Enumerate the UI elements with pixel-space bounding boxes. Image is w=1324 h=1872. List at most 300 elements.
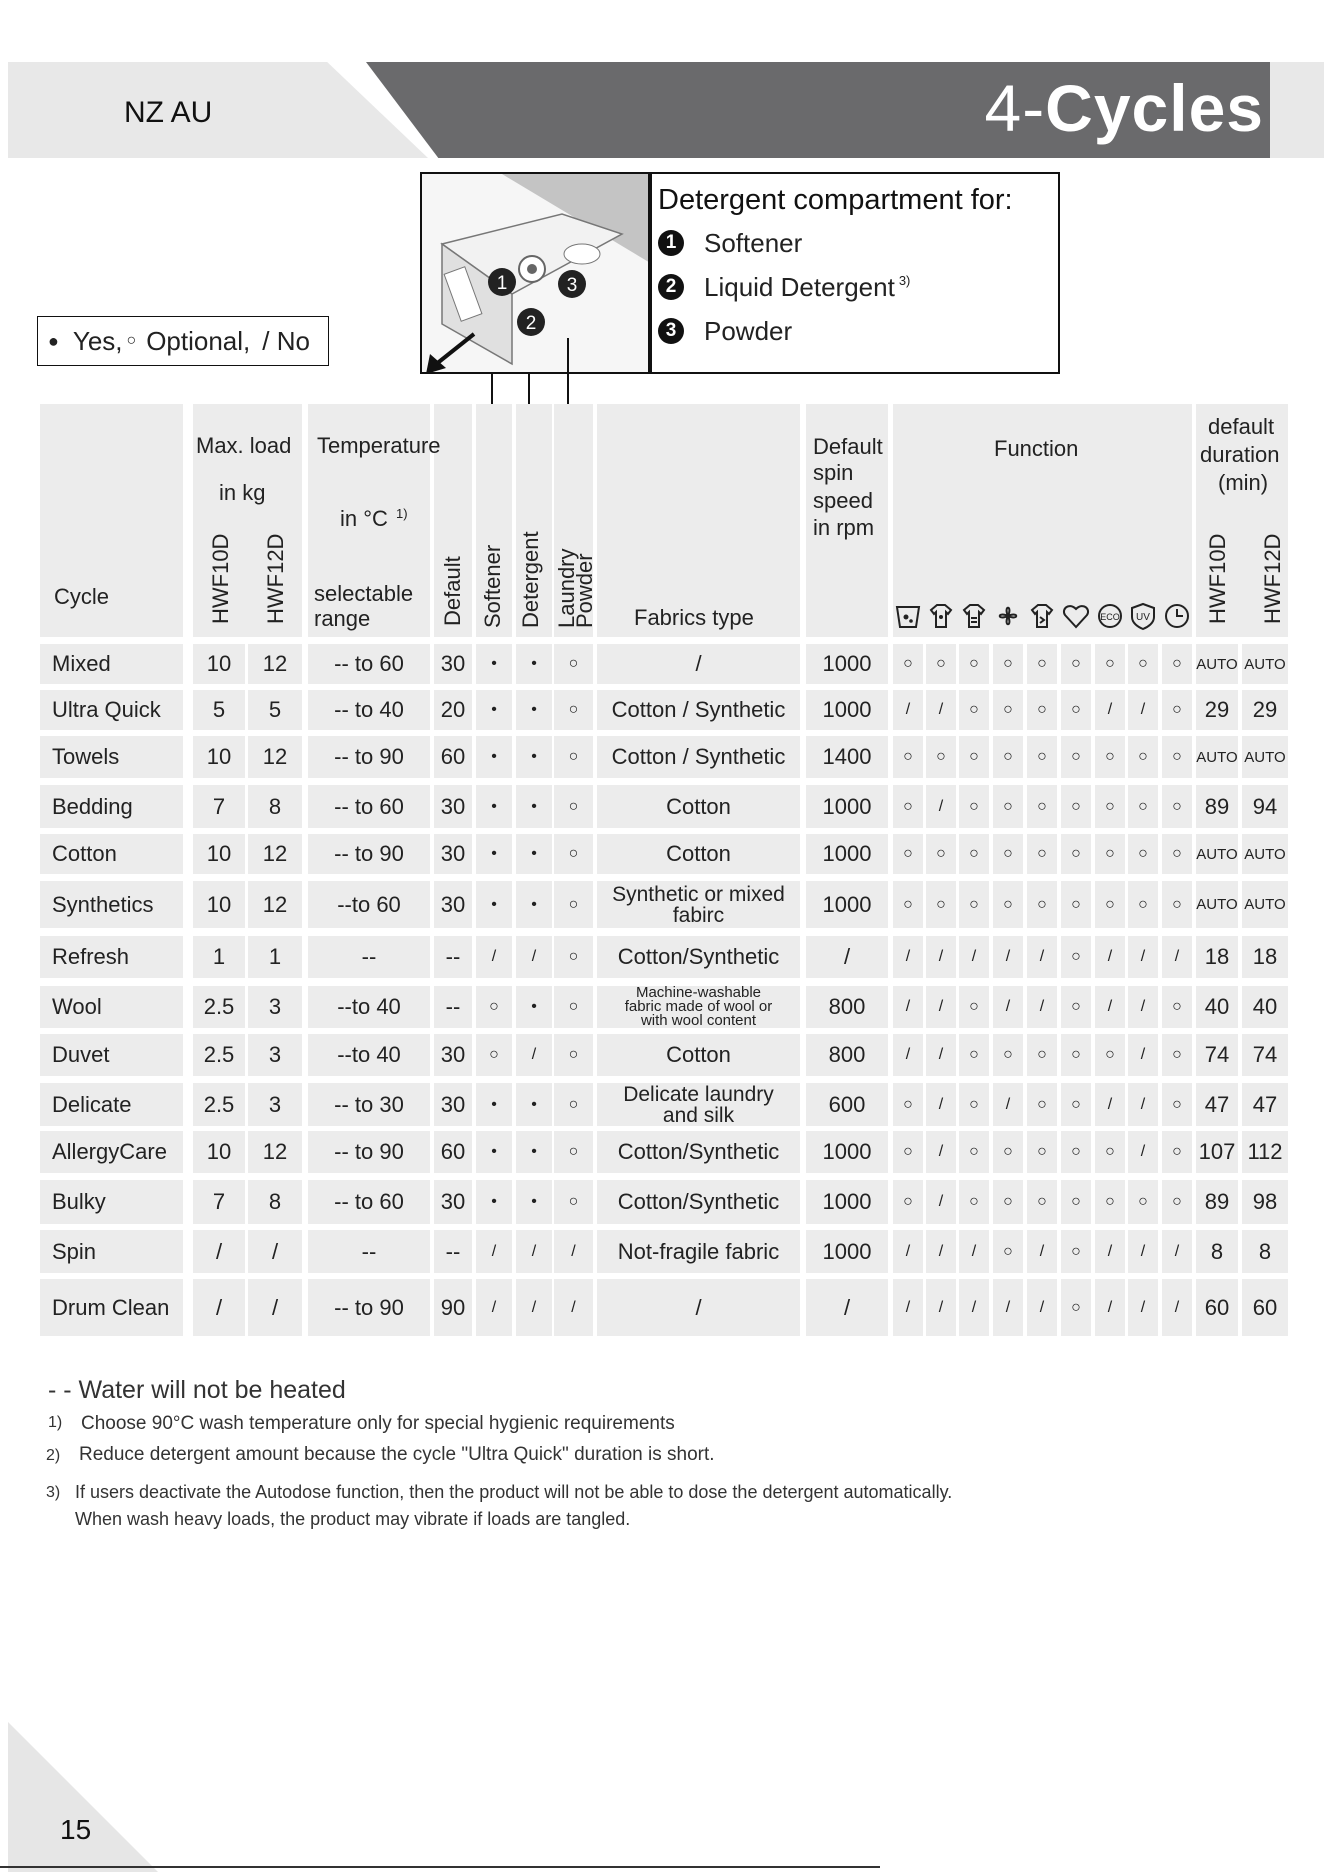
fabric-cell: Cotton / Synthetic bbox=[597, 736, 800, 778]
in-c-header: in °C bbox=[340, 506, 388, 531]
water-note: - - Water will not be heated bbox=[48, 1376, 346, 1404]
spin-header-2: spin bbox=[813, 460, 854, 485]
fabric-cell: Cotton/Synthetic bbox=[597, 1131, 800, 1173]
spin-speed-cell: 1000 bbox=[806, 881, 888, 928]
max-load-b-cell: 5 bbox=[248, 690, 302, 730]
cycle-name-cell: Mixed bbox=[40, 644, 183, 684]
duration-model-b: HWF12D bbox=[1260, 533, 1285, 624]
fabric-cell: Cotton bbox=[597, 1034, 800, 1076]
function-cell: ○ bbox=[893, 834, 923, 874]
svg-text:1: 1 bbox=[496, 273, 508, 294]
function-cell: ○ bbox=[1027, 834, 1057, 874]
function-cell: ○ bbox=[1061, 690, 1091, 730]
function-cell: / bbox=[1128, 690, 1158, 730]
function-cell: / bbox=[1128, 936, 1158, 978]
temp-default-cell: 30 bbox=[434, 644, 472, 684]
max-load-a-cell: 2.5 bbox=[193, 1034, 245, 1076]
function-cell: / bbox=[1095, 986, 1125, 1028]
number-badge: 3 bbox=[658, 318, 684, 344]
softener-cell: • bbox=[476, 644, 512, 684]
function-cell: ○ bbox=[1095, 881, 1125, 928]
spin-speed-cell: 800 bbox=[806, 986, 888, 1028]
max-load-a-cell: 1 bbox=[193, 936, 245, 978]
duration-a-cell: 18 bbox=[1196, 936, 1238, 978]
function-cell: ○ bbox=[1128, 881, 1158, 928]
temp-default-cell: 30 bbox=[434, 1180, 472, 1224]
fabric-cell: Cotton bbox=[597, 785, 800, 828]
max-load-b-cell: 12 bbox=[248, 834, 302, 874]
function-cell: ○ bbox=[1061, 736, 1091, 778]
cycle-name-cell: Bulky bbox=[40, 1180, 183, 1224]
duration-b-cell: 60 bbox=[1242, 1279, 1288, 1336]
function-cell: ○ bbox=[1128, 834, 1158, 874]
function-cell: / bbox=[959, 1279, 989, 1336]
function-cell: / bbox=[993, 986, 1023, 1028]
function-cell: ○ bbox=[893, 1131, 923, 1173]
function-cell: / bbox=[893, 1279, 923, 1336]
spin-speed-cell: / bbox=[806, 1279, 888, 1336]
function-cell: ○ bbox=[893, 785, 923, 828]
duration-a-cell: AUTO bbox=[1196, 736, 1238, 778]
detergent-cell: / bbox=[516, 1230, 552, 1273]
duration-a-cell: 74 bbox=[1196, 1034, 1238, 1076]
function-cell: ○ bbox=[1027, 644, 1057, 684]
max-load-b-cell: 8 bbox=[248, 1180, 302, 1224]
function-cell: ○ bbox=[1027, 1083, 1057, 1126]
duration-b-cell: 8 bbox=[1242, 1230, 1288, 1273]
powder-cell: ○ bbox=[554, 1083, 593, 1126]
duration-b-cell: 47 bbox=[1242, 1083, 1288, 1126]
laundry-header: Laundry bbox=[554, 548, 579, 628]
function-cell: ○ bbox=[893, 644, 923, 684]
max-load-b-cell: 3 bbox=[248, 1034, 302, 1076]
function-cell: ○ bbox=[1162, 1083, 1192, 1126]
max-load-a-cell: 2.5 bbox=[193, 1083, 245, 1126]
compartment-title: Detergent compartment for: bbox=[658, 184, 1013, 216]
function-cell: ○ bbox=[959, 644, 989, 684]
section-word: Cycles bbox=[1045, 71, 1264, 145]
function-cell: ○ bbox=[959, 1034, 989, 1076]
duration-a-cell: 29 bbox=[1196, 690, 1238, 730]
max-load-a-cell: 5 bbox=[193, 690, 245, 730]
function-cell: ○ bbox=[893, 736, 923, 778]
function-cell: / bbox=[926, 1230, 956, 1273]
function-cell: ○ bbox=[993, 785, 1023, 828]
duration-b-cell: AUTO bbox=[1242, 736, 1288, 778]
softener-cell: ○ bbox=[476, 986, 512, 1028]
region-label: NZ AU bbox=[124, 96, 213, 129]
spin-speed-cell: 1400 bbox=[806, 736, 888, 778]
function-cell: ○ bbox=[1027, 690, 1057, 730]
duration-a-cell: 47 bbox=[1196, 1083, 1238, 1126]
softener-cell: • bbox=[476, 785, 512, 828]
powder-cell: ○ bbox=[554, 881, 593, 928]
function-cell: / bbox=[1162, 936, 1192, 978]
softener-cell: • bbox=[476, 1083, 512, 1126]
compartment-item bbox=[658, 221, 1058, 265]
footnote-1-mark: 1) bbox=[48, 1414, 63, 1431]
function-cell: / bbox=[893, 690, 923, 730]
cycle-name-cell: Delicate bbox=[40, 1083, 183, 1126]
fabric-cell: Delicate laundry and silk bbox=[597, 1083, 800, 1126]
model-a-header: HWF10D bbox=[208, 533, 233, 624]
function-cell: ○ bbox=[1162, 834, 1192, 874]
function-cell: ○ bbox=[1027, 1034, 1057, 1076]
powder-cell: / bbox=[554, 1279, 593, 1336]
max-load-b-cell: 3 bbox=[248, 1083, 302, 1126]
svg-text:UV: UV bbox=[1136, 612, 1150, 623]
powder-cell: ○ bbox=[554, 936, 593, 978]
compartment-illustration bbox=[420, 172, 650, 374]
svg-text:2: 2 bbox=[525, 313, 537, 334]
function-cell: ○ bbox=[993, 1230, 1023, 1273]
function-cell: / bbox=[1095, 1279, 1125, 1336]
duration-a-cell: AUTO bbox=[1196, 881, 1238, 928]
function-cell: ○ bbox=[1162, 1180, 1192, 1224]
svg-text:ECO: ECO bbox=[1100, 612, 1120, 622]
duration-b-cell: 98 bbox=[1242, 1180, 1288, 1224]
function-cell: ○ bbox=[1061, 834, 1091, 874]
duration-b-cell: 112 bbox=[1242, 1131, 1288, 1173]
footnote-3b: When wash heavy loads, the product may vibrate if loads are tangled. bbox=[75, 1509, 631, 1529]
function-cell: ○ bbox=[993, 1180, 1023, 1224]
function-cell: / bbox=[926, 690, 956, 730]
temp-range-cell: --to 60 bbox=[308, 881, 430, 928]
duration-b-cell: AUTO bbox=[1242, 834, 1288, 874]
function-cell: ○ bbox=[959, 690, 989, 730]
spin-speed-cell: 800 bbox=[806, 1034, 888, 1076]
spin-speed-cell: 1000 bbox=[806, 690, 888, 730]
duration-model-a: HWF10D bbox=[1205, 533, 1230, 624]
max-load-a-cell: 10 bbox=[193, 1131, 245, 1173]
temp-range-cell: -- bbox=[308, 1230, 430, 1273]
temp-range-cell: -- bbox=[308, 936, 430, 978]
detergent-cell: • bbox=[516, 1131, 552, 1173]
spin-header-3: speed bbox=[813, 488, 873, 513]
cycle-name-cell: Spin bbox=[40, 1230, 183, 1273]
function-cell: ○ bbox=[1061, 1083, 1091, 1126]
function-cell: / bbox=[926, 936, 956, 978]
in-kg-header: in kg bbox=[219, 480, 266, 505]
function-cell: / bbox=[926, 785, 956, 828]
duration-a-cell: 8 bbox=[1196, 1230, 1238, 1273]
function-cell: ○ bbox=[993, 834, 1023, 874]
spin-speed-cell: 600 bbox=[806, 1083, 888, 1126]
footnote-1: Choose 90°C wash temperature only for special hygienic requirements bbox=[81, 1413, 675, 1434]
compartment-item bbox=[658, 309, 1058, 353]
function-cell: / bbox=[893, 936, 923, 978]
function-cell: / bbox=[926, 1131, 956, 1173]
footnote-3: If users deactivate the Autodose function, then the product will not be able to dose the detergent automatically. bbox=[75, 1482, 953, 1502]
function-cell: / bbox=[993, 936, 1023, 978]
temp-default-cell: 30 bbox=[434, 881, 472, 928]
cycle-name-cell: Wool bbox=[40, 986, 183, 1028]
temp-range-cell: -- to 90 bbox=[308, 834, 430, 874]
softener-cell: • bbox=[476, 736, 512, 778]
spin-speed-cell: 1000 bbox=[806, 644, 888, 684]
powder-cell: ○ bbox=[554, 736, 593, 778]
function-cell: ○ bbox=[1061, 936, 1091, 978]
temp-range-cell: -- to 60 bbox=[308, 785, 430, 828]
fabric-cell: / bbox=[597, 644, 800, 684]
temp-default-cell: 30 bbox=[434, 785, 472, 828]
max-load-a-cell: 10 bbox=[193, 881, 245, 928]
temp-range-cell: -- to 60 bbox=[308, 644, 430, 684]
softener-cell: • bbox=[476, 690, 512, 730]
function-cell: ○ bbox=[926, 881, 956, 928]
function-cell: ○ bbox=[1061, 1180, 1091, 1224]
function-cell: ○ bbox=[1095, 1131, 1125, 1173]
function-cell: / bbox=[1128, 1279, 1158, 1336]
compartment-label: Softener bbox=[704, 227, 803, 258]
temp-range-cell: --to 40 bbox=[308, 986, 430, 1028]
function-cell: ○ bbox=[993, 736, 1023, 778]
function-cell: ○ bbox=[1095, 736, 1125, 778]
function-cell: ○ bbox=[1128, 785, 1158, 828]
function-cell: ○ bbox=[1162, 690, 1192, 730]
temp-range-cell: --to 40 bbox=[308, 1034, 430, 1076]
detergent-cell: • bbox=[516, 690, 552, 730]
spin-speed-cell: 1000 bbox=[806, 1180, 888, 1224]
quick-icon bbox=[1027, 601, 1057, 631]
function-cell: ○ bbox=[926, 736, 956, 778]
prewash-icon bbox=[893, 601, 923, 631]
spin-speed-cell: 1000 bbox=[806, 785, 888, 828]
function-cell: ○ bbox=[959, 986, 989, 1028]
cycle-name-cell: Drum Clean bbox=[40, 1279, 183, 1336]
temp-range-cell: -- to 90 bbox=[308, 1131, 430, 1173]
bullet-icon: ● bbox=[48, 330, 59, 351]
spin-speed-cell: 1000 bbox=[806, 1230, 888, 1273]
function-cell: ○ bbox=[1162, 785, 1192, 828]
header-cell bbox=[597, 404, 800, 637]
temp-range-cell: -- to 40 bbox=[308, 690, 430, 730]
max-load-a-cell: 2.5 bbox=[193, 986, 245, 1028]
function-cell: / bbox=[1162, 1230, 1192, 1273]
softener-cell: • bbox=[476, 1180, 512, 1224]
temp-range-cell: -- to 90 bbox=[308, 1279, 430, 1336]
function-cell: ○ bbox=[959, 785, 989, 828]
selectable-header: selectable bbox=[314, 581, 414, 606]
softener-cell: • bbox=[476, 881, 512, 928]
section-title bbox=[984, 70, 1264, 146]
softener-cell: • bbox=[476, 1131, 512, 1173]
function-cell: ○ bbox=[1027, 1131, 1057, 1173]
model-b-header: HWF12D bbox=[263, 533, 288, 624]
footnote-3-mark: 3) bbox=[46, 1484, 61, 1501]
max-load-b-cell: 1 bbox=[248, 936, 302, 978]
function-cell: ○ bbox=[1061, 881, 1091, 928]
spin-header-1: Default bbox=[813, 434, 883, 459]
function-cell: ○ bbox=[1061, 785, 1091, 828]
temp-default-cell: 30 bbox=[434, 1034, 472, 1076]
function-cell: ○ bbox=[1027, 881, 1057, 928]
function-cell: ○ bbox=[1061, 1131, 1091, 1173]
function-cell: ○ bbox=[959, 1131, 989, 1173]
fabric-cell: / bbox=[597, 1279, 800, 1336]
cycle-name-cell: Refresh bbox=[40, 936, 183, 978]
powder-header: Powder bbox=[572, 553, 597, 628]
max-load-a-cell: 10 bbox=[193, 834, 245, 874]
temp-range-cell: -- to 90 bbox=[308, 736, 430, 778]
function-cell: ○ bbox=[1162, 1131, 1192, 1173]
softener-cell: ○ bbox=[476, 1034, 512, 1076]
function-cell: ○ bbox=[1061, 644, 1091, 684]
temp-default-cell: 60 bbox=[434, 736, 472, 778]
detergent-header: Detergent bbox=[518, 531, 543, 628]
function-cell: ○ bbox=[1095, 1034, 1125, 1076]
max-load-b-cell: 3 bbox=[248, 986, 302, 1028]
function-cell: / bbox=[959, 936, 989, 978]
detergent-cell: • bbox=[516, 881, 552, 928]
cycle-name-cell: AllergyCare bbox=[40, 1131, 183, 1173]
powder-cell: ○ bbox=[554, 690, 593, 730]
fabrics-header: Fabrics type bbox=[634, 605, 754, 630]
legend-no: / No bbox=[262, 325, 310, 356]
function-cell: ○ bbox=[1162, 736, 1192, 778]
function-cell: ○ bbox=[1095, 644, 1125, 684]
duration-a-cell: AUTO bbox=[1196, 644, 1238, 684]
function-cell: / bbox=[1162, 1279, 1192, 1336]
function-cell: ○ bbox=[1027, 1180, 1057, 1224]
fabric-cell: Cotton / Synthetic bbox=[597, 690, 800, 730]
fabric-cell: Cotton/Synthetic bbox=[597, 936, 800, 978]
range-header: range bbox=[314, 606, 371, 631]
svg-text:3: 3 bbox=[566, 275, 578, 296]
number-badge: 1 bbox=[658, 230, 684, 256]
detergent-cell: • bbox=[516, 1083, 552, 1126]
temp-default-cell: 30 bbox=[434, 834, 472, 874]
temp-default-cell: 90 bbox=[434, 1279, 472, 1336]
spin-speed-cell: 1000 bbox=[806, 1131, 888, 1173]
drawer-drawing bbox=[422, 174, 650, 374]
softener-cell: / bbox=[476, 936, 512, 978]
function-cell: ○ bbox=[1027, 736, 1057, 778]
function-cell: ○ bbox=[993, 1131, 1023, 1173]
duration-b-cell: 74 bbox=[1242, 1034, 1288, 1076]
section-number: 4- bbox=[984, 71, 1046, 145]
detergent-cell: / bbox=[516, 936, 552, 978]
detergent-cell: / bbox=[516, 1279, 552, 1336]
function-cell: ○ bbox=[959, 881, 989, 928]
function-cell: ○ bbox=[1128, 644, 1158, 684]
duration-a-cell: 89 bbox=[1196, 785, 1238, 828]
footnote-2-mark: 2) bbox=[46, 1447, 61, 1464]
temp-range-cell: -- to 30 bbox=[308, 1083, 430, 1126]
detergent-cell: / bbox=[516, 1034, 552, 1076]
function-cell: / bbox=[1095, 690, 1125, 730]
function-cell: ○ bbox=[1128, 1180, 1158, 1224]
function-cell: ○ bbox=[959, 834, 989, 874]
function-cell: ○ bbox=[959, 1083, 989, 1126]
function-cell: / bbox=[1095, 1230, 1125, 1273]
detergent-cell: • bbox=[516, 736, 552, 778]
function-header: Function bbox=[994, 436, 1079, 461]
duration-header-1: default bbox=[1208, 414, 1275, 439]
powder-cell: ○ bbox=[554, 1180, 593, 1224]
temp-default-cell: -- bbox=[434, 936, 472, 978]
duration-a-cell: 60 bbox=[1196, 1279, 1238, 1336]
softener-cell: • bbox=[476, 834, 512, 874]
function-cell: / bbox=[1128, 1083, 1158, 1126]
powder-cell: / bbox=[554, 1230, 593, 1273]
function-cell: ○ bbox=[959, 1180, 989, 1224]
function-cell: ○ bbox=[1162, 644, 1192, 684]
max-load-a-cell: 7 bbox=[193, 1180, 245, 1224]
max-load-a-cell: / bbox=[193, 1230, 245, 1273]
function-cell: / bbox=[926, 1034, 956, 1076]
function-cell: ○ bbox=[893, 1180, 923, 1224]
fabric-cell: Not-fragile fabric bbox=[597, 1230, 800, 1273]
compartment-legend bbox=[650, 172, 1060, 374]
temp-default-cell: 30 bbox=[434, 1083, 472, 1126]
function-cell: / bbox=[1128, 1230, 1158, 1273]
duration-b-cell: 94 bbox=[1242, 785, 1288, 828]
max-load-a-cell: 10 bbox=[193, 736, 245, 778]
detergent-cell: • bbox=[516, 986, 552, 1028]
header-left-band bbox=[8, 62, 428, 158]
function-cell: ○ bbox=[1095, 834, 1125, 874]
function-cell: / bbox=[926, 1180, 956, 1224]
max-load-a-cell: / bbox=[193, 1279, 245, 1336]
spin-speed-cell: 1000 bbox=[806, 834, 888, 874]
compartment-label: Liquid Detergent bbox=[704, 271, 895, 302]
duration-b-cell: 29 bbox=[1242, 690, 1288, 730]
function-cell: ○ bbox=[926, 644, 956, 684]
footnote-2: Reduce detergent amount because the cycle "Ultra Quick" duration is short. bbox=[79, 1444, 715, 1465]
function-cell: ○ bbox=[993, 1034, 1023, 1076]
uv-icon bbox=[1128, 601, 1158, 631]
fabric-cell: Synthetic or mixed fabirc bbox=[597, 881, 800, 928]
softener-header: Softener bbox=[480, 544, 505, 628]
function-cell: / bbox=[893, 1230, 923, 1273]
function-cell: / bbox=[1128, 1034, 1158, 1076]
max-load-b-cell: 12 bbox=[248, 644, 302, 684]
number-badge: 2 bbox=[658, 274, 684, 300]
detergent-cell: • bbox=[516, 834, 552, 874]
max-load-b-cell: 12 bbox=[248, 1131, 302, 1173]
function-cell: / bbox=[1027, 1279, 1057, 1336]
duration-b-cell: AUTO bbox=[1242, 881, 1288, 928]
powder-cell: ○ bbox=[554, 986, 593, 1028]
max-load-header: Max. load bbox=[196, 433, 292, 458]
fabric-cell: Cotton/Synthetic bbox=[597, 1180, 800, 1224]
function-cell: / bbox=[893, 986, 923, 1028]
fabric-cell: Cotton bbox=[597, 834, 800, 874]
function-cell: / bbox=[893, 1034, 923, 1076]
max-load-a-cell: 7 bbox=[193, 785, 245, 828]
powder-cell: ○ bbox=[554, 785, 593, 828]
in-c-note: 1) bbox=[396, 506, 408, 521]
detergent-cell: • bbox=[516, 1180, 552, 1224]
duration-b-cell: AUTO bbox=[1242, 644, 1288, 684]
function-cell: / bbox=[993, 1279, 1023, 1336]
function-cell: / bbox=[959, 1230, 989, 1273]
care-icon bbox=[1061, 601, 1091, 631]
function-cell: ○ bbox=[1162, 986, 1192, 1028]
legend-yes: Yes, bbox=[72, 325, 123, 356]
timer-icon bbox=[1162, 601, 1192, 631]
duration-a-cell: 107 bbox=[1196, 1131, 1238, 1173]
cycle-header: Cycle bbox=[54, 584, 110, 609]
function-cell: ○ bbox=[1095, 785, 1125, 828]
max-load-b-cell: 12 bbox=[248, 881, 302, 928]
duration-a-cell: 89 bbox=[1196, 1180, 1238, 1224]
function-cell: / bbox=[1095, 1083, 1125, 1126]
fabric-cell: Machine-washable fabric made of wool or with wool content bbox=[597, 986, 800, 1028]
powder-cell: ○ bbox=[554, 1034, 593, 1076]
function-cell: ○ bbox=[1061, 1230, 1091, 1273]
